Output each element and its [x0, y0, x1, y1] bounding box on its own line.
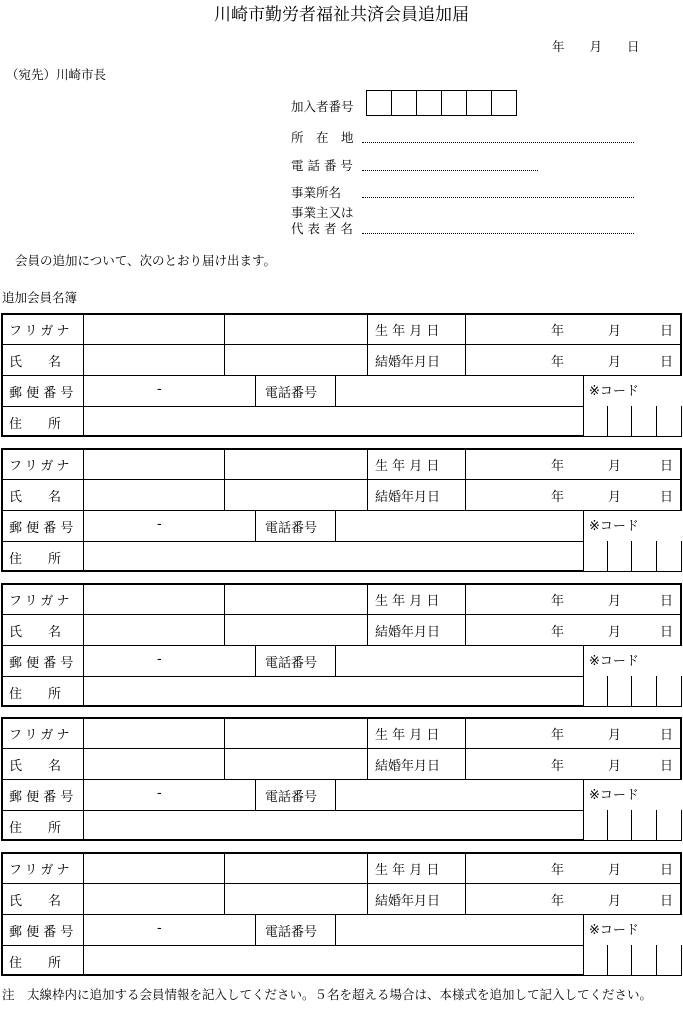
month-label: 月	[608, 490, 622, 505]
marriage-date-label: 結婚年月日	[375, 759, 441, 774]
name-label: 氏 名	[9, 490, 62, 505]
postal-dash: -	[157, 786, 162, 801]
phone-field[interactable]	[362, 170, 538, 171]
member-entry	[1, 448, 682, 572]
marriage-date-label: 結婚年月日	[375, 894, 441, 909]
member-entry	[1, 852, 682, 976]
day-label: 日	[660, 355, 674, 370]
postal-dash: -	[157, 652, 162, 667]
day-label: 日	[660, 894, 674, 909]
furigana-label: フリガナ	[9, 594, 73, 609]
year-label: 年	[551, 324, 565, 339]
postal-dash: -	[157, 921, 162, 936]
month-label: 月	[608, 625, 622, 640]
furigana-label: フリガナ	[9, 863, 73, 878]
phone-label-row: 電話番号	[265, 790, 318, 805]
addressee: （宛先）川崎市長	[6, 67, 107, 82]
birthdate-label: 生 年 月 日	[375, 459, 440, 474]
phone-label-row: 電話番号	[265, 925, 318, 940]
owner-name-field[interactable]	[362, 233, 634, 234]
address-label-row: 住 所	[9, 552, 62, 567]
member-number-field[interactable]	[366, 90, 517, 116]
postal-dash: -	[157, 517, 162, 532]
code-label: ※コード	[589, 519, 639, 534]
month-label: 月	[608, 355, 622, 370]
page-title: 川崎市勤労者福祉共済会員追加届	[214, 5, 469, 25]
address-field[interactable]	[362, 142, 634, 143]
day-label: 日	[660, 863, 674, 878]
month-label: 月	[608, 894, 622, 909]
year-label: 年	[551, 759, 565, 774]
year-label: 年	[551, 625, 565, 640]
birthdate-label: 生 年 月 日	[375, 728, 440, 743]
birthdate-label: 生 年 月 日	[375, 863, 440, 878]
code-label: ※コード	[589, 788, 639, 803]
marriage-date-label: 結婚年月日	[375, 355, 441, 370]
code-label: ※コード	[589, 923, 639, 938]
furigana-label: フリガナ	[9, 728, 73, 743]
address-label-row: 住 所	[9, 687, 62, 702]
office-name-label: 事業所名	[291, 185, 342, 200]
postal-label: 郵 便 番 号	[9, 790, 74, 805]
footnote: 注 太線枠内に追加する会員情報を記入してください。５名を超える場合は、本様式を追加して記入してください。	[2, 987, 653, 1002]
day-label: 日	[660, 459, 674, 474]
month-label: 月	[608, 728, 622, 743]
day-label: 日	[660, 324, 674, 339]
member-entry	[1, 583, 682, 707]
member-number-label: 加入者番号	[291, 99, 354, 114]
owner-label-line2: 代 表 者 名	[291, 221, 353, 236]
address-label-row: 住 所	[9, 956, 62, 971]
address-label-row: 住 所	[9, 417, 62, 432]
year-label: 年	[551, 863, 565, 878]
phone-label-row: 電話番号	[265, 386, 318, 401]
name-label: 氏 名	[9, 625, 62, 640]
phone-label: 電 話 番 号	[291, 158, 353, 173]
name-label: 氏 名	[9, 894, 62, 909]
code-label: ※コード	[589, 654, 639, 669]
day-label: 日	[660, 759, 674, 774]
postal-dash: -	[157, 382, 162, 397]
phone-label-row: 電話番号	[265, 521, 318, 536]
office-name-field[interactable]	[362, 197, 634, 198]
intro-text: 会員の追加について、次のとおり届け出ます。	[15, 253, 277, 268]
year-label: 年	[551, 594, 565, 609]
month-label: 月	[608, 594, 622, 609]
month-label: 月	[608, 759, 622, 774]
birthdate-label: 生 年 月 日	[375, 594, 440, 609]
month-label: 月	[608, 324, 622, 339]
roster-title: 追加会員名簿	[2, 290, 78, 305]
member-entry	[1, 717, 682, 841]
name-label: 氏 名	[9, 759, 62, 774]
address-label-row: 住 所	[9, 821, 62, 836]
day-label: 日	[660, 594, 674, 609]
furigana-label: フリガナ	[9, 459, 73, 474]
year-label: 年	[551, 459, 565, 474]
year-label: 年	[551, 894, 565, 909]
birthdate-label: 生 年 月 日	[375, 324, 440, 339]
year-label: 年	[551, 728, 565, 743]
month-label: 月	[608, 863, 622, 878]
name-label: 氏 名	[9, 355, 62, 370]
address-label: 所 在 地	[291, 130, 354, 145]
year-label: 年	[551, 355, 565, 370]
postal-label: 郵 便 番 号	[9, 386, 74, 401]
member-entry	[1, 313, 682, 437]
month-label: 月	[608, 459, 622, 474]
postal-label: 郵 便 番 号	[9, 656, 74, 671]
code-label: ※コード	[589, 384, 639, 399]
day-label: 日	[660, 728, 674, 743]
postal-label: 郵 便 番 号	[9, 925, 74, 940]
phone-label-row: 電話番号	[265, 656, 318, 671]
date-label: 年 月 日	[552, 39, 640, 54]
furigana-label: フリガナ	[9, 324, 73, 339]
year-label: 年	[551, 490, 565, 505]
postal-label: 郵 便 番 号	[9, 521, 74, 536]
day-label: 日	[660, 625, 674, 640]
day-label: 日	[660, 490, 674, 505]
owner-label-line1: 事業主又は	[291, 205, 354, 220]
marriage-date-label: 結婚年月日	[375, 625, 441, 640]
marriage-date-label: 結婚年月日	[375, 490, 441, 505]
